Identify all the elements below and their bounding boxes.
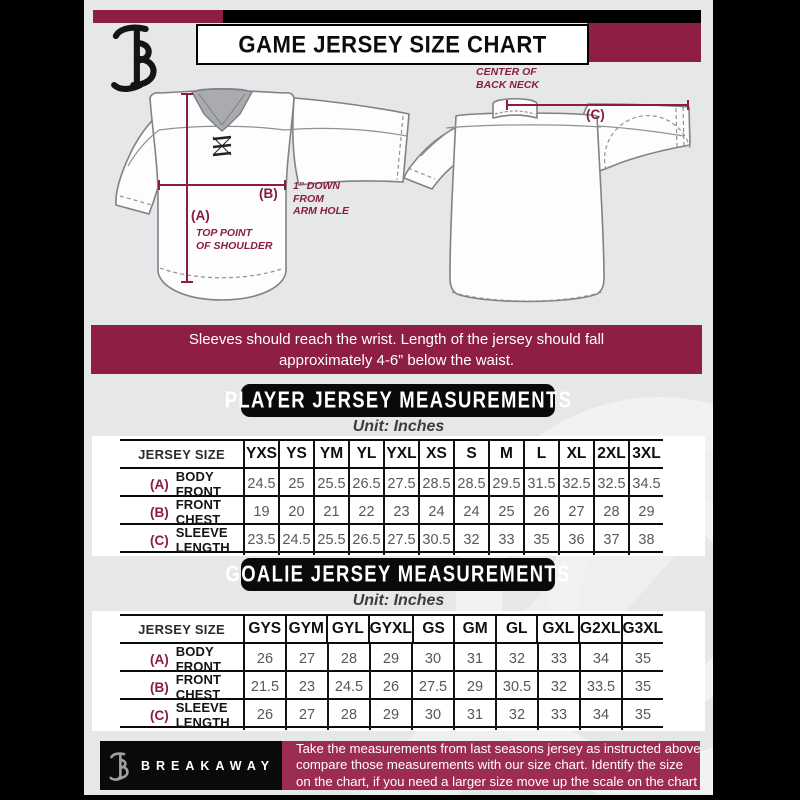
measurement-cell: 33: [537, 644, 579, 674]
goalie-section-banner: [225, 558, 571, 591]
size-header-cell: G3XL: [621, 616, 663, 642]
fit-notice-banner: [91, 325, 702, 374]
measurement-cell: 27: [285, 644, 327, 674]
measurement-cell: 25: [278, 469, 313, 499]
measurement-cell: 28: [327, 644, 369, 674]
player-row-front-chest: [120, 495, 663, 527]
measurement-cell: 21.5: [243, 672, 285, 702]
goalie-unit-label: Unit: Inches: [352, 592, 445, 609]
measurement-cell: 32: [537, 672, 579, 702]
page-title-box: [196, 24, 589, 65]
player-section-banner: [224, 384, 572, 417]
measurement-cell: 26: [243, 644, 285, 674]
footer-brand-box: [100, 741, 282, 790]
measurement-cell: 32: [495, 700, 537, 730]
header-accent-black: [223, 10, 701, 23]
measurement-cell: 32.5: [558, 469, 593, 499]
measurement-cell: 35: [621, 644, 663, 674]
measurement-cell: 28.5: [418, 469, 453, 499]
row-label: (C) SLEEVE LENGTH: [150, 525, 230, 555]
row-label: (A) BODY FRONT: [150, 469, 222, 499]
player-unit-label: Unit: Inches: [352, 418, 445, 435]
measurement-cell: 32: [453, 525, 488, 555]
size-header-cell: 2XL: [593, 441, 628, 467]
size-header-label: JERSEY SIZE: [138, 621, 225, 637]
player-row-sleeve-length: [120, 523, 663, 553]
measurement-cell: 28.5: [453, 469, 488, 499]
back-collar: [493, 99, 537, 118]
footer-line1: Take the measurements from last seasons jersey as instructed above: [296, 741, 701, 757]
footer-line2: compare those measurements with our size chart. Identify the size: [296, 757, 684, 773]
measurement-cell: 35: [523, 525, 558, 555]
measurement-cell: 26: [369, 672, 411, 702]
measurement-cell: 27.5: [383, 525, 418, 555]
measurement-cell: 28: [327, 700, 369, 730]
measurement-cell: 30.5: [418, 525, 453, 555]
size-header-cell: YXS: [243, 441, 278, 467]
measurement-cell: 25: [488, 497, 523, 527]
size-header-cell: GYM: [285, 616, 327, 642]
measurement-cell: 23: [383, 497, 418, 527]
measurement-cell: 35: [621, 700, 663, 730]
label-c-tag: (C): [586, 107, 605, 122]
size-header-cell: S: [453, 441, 488, 467]
measurement-cell: 34.5: [628, 469, 663, 499]
footer-brand-name: BREAKAWAY: [140, 758, 276, 773]
measurement-cell: 38: [628, 525, 663, 555]
measurement-cell: 24.5: [327, 672, 369, 702]
measurement-cell: 30.5: [495, 672, 537, 702]
goalie-section-title: GOALIE JERSEY MEASUREMENTS: [225, 561, 571, 587]
measurement-cell: 30: [411, 644, 453, 674]
measurement-cell: 25.5: [313, 525, 348, 555]
breakaway-footer-logo-icon: [107, 751, 133, 781]
measurement-cell: 21: [313, 497, 348, 527]
size-header-cell: L: [523, 441, 558, 467]
player-header-row: [120, 439, 663, 467]
fit-notice-line2: approximately 4-6” below the waist.: [278, 351, 515, 369]
measurement-cell: 32.5: [593, 469, 628, 499]
measurement-cell: 35: [621, 672, 663, 702]
size-header-cell: GYL: [326, 616, 368, 642]
size-header-cell: GXL: [536, 616, 578, 642]
row-label: (B) FRONT CHEST: [150, 497, 222, 527]
page-title: GAME JERSEY SIZE CHART: [238, 30, 547, 58]
measurement-cell: 27: [558, 497, 593, 527]
measurement-cell: 33: [488, 525, 523, 555]
player-row-body-front: [120, 467, 663, 499]
label-a-tag: (A): [191, 208, 210, 223]
size-header-cell: YS: [278, 441, 313, 467]
fit-notice-line1: Sleeves should reach the wrist. Length of the jersey should fall: [188, 330, 605, 348]
footer-line3: on the chart, if you need a larger size move up the scale on the chart: [296, 773, 697, 789]
measurement-cell: 28: [593, 497, 628, 527]
back-body: [450, 113, 604, 302]
measurement-cell: 34: [579, 644, 621, 674]
label-b-tag: (B): [259, 186, 278, 201]
goalie-row-sleeve-length: [120, 698, 663, 728]
measurement-cell: 32: [495, 644, 537, 674]
jersey-diagram: [84, 60, 713, 330]
measurement-cell: 26: [523, 497, 558, 527]
player-table: [120, 439, 663, 553]
measurement-cell: 26.5: [348, 469, 383, 499]
size-header-cell: M: [488, 441, 523, 467]
header-maroon-block: [587, 23, 701, 62]
measurement-cell: 24.5: [278, 525, 313, 555]
size-header-cell: YM: [313, 441, 348, 467]
size-header-cell: GYS: [243, 616, 285, 642]
measurement-cell: 31.5: [523, 469, 558, 499]
measurement-cell: 19: [243, 497, 278, 527]
measurement-cell: 29: [369, 644, 411, 674]
goalie-header-row: [120, 614, 663, 642]
measurement-cell: 26.5: [348, 525, 383, 555]
chart-page: [84, 0, 713, 795]
size-header-cell: 3XL: [628, 441, 663, 467]
goalie-table-panel: [92, 611, 705, 731]
breakaway-logo-icon: [100, 22, 172, 92]
size-header-cell: GM: [453, 616, 495, 642]
size-header-cell: GL: [495, 616, 537, 642]
row-label: (A) BODY FRONT: [150, 644, 222, 674]
measurement-cell: 34: [579, 700, 621, 730]
measurement-cell: 31: [453, 644, 495, 674]
measurement-cell: 27: [285, 700, 327, 730]
footer-instructions: [282, 741, 700, 790]
measurement-cell: 20: [278, 497, 313, 527]
measurement-cell: 30: [411, 700, 453, 730]
measurement-cell: 29.5: [488, 469, 523, 499]
goalie-table: [120, 614, 663, 728]
size-header-label: JERSEY SIZE: [138, 446, 225, 462]
measurement-cell: 29: [453, 672, 495, 702]
measurement-cell: 33: [537, 700, 579, 730]
measurement-cell: 29: [369, 700, 411, 730]
measurement-cell: 31: [453, 700, 495, 730]
measurement-cell: 24: [418, 497, 453, 527]
label-c-text: CENTER OF BACK NECK: [476, 66, 539, 91]
measurement-cell: 22: [348, 497, 383, 527]
row-label: (B) FRONT CHEST: [150, 672, 222, 702]
label-a-text: TOP POINT OF SHOULDER: [196, 227, 273, 252]
measurement-cell: 33.5: [579, 672, 621, 702]
front-right-sleeve: [293, 98, 409, 185]
size-header-cell: GS: [412, 616, 454, 642]
measurement-cell: 27.5: [383, 469, 418, 499]
player-table-panel: [92, 436, 705, 556]
measurement-cell: 37: [593, 525, 628, 555]
label-b-text: 1" DOWN FROM ARM HOLE: [293, 180, 349, 217]
measurement-cell: 36: [558, 525, 593, 555]
size-header-cell: XS: [418, 441, 453, 467]
goalie-row-front-chest: [120, 670, 663, 702]
size-header-cell: G2XL: [578, 616, 620, 642]
measurement-cell: 25.5: [313, 469, 348, 499]
measurement-cell: 24.5: [243, 469, 278, 499]
measurement-cell: 23: [285, 672, 327, 702]
measurement-cell: 27.5: [411, 672, 453, 702]
size-header-cell: YL: [348, 441, 383, 467]
header-accent-bar: [93, 10, 701, 23]
row-label: (C) SLEEVE LENGTH: [150, 700, 230, 730]
goalie-row-body-front: [120, 642, 663, 674]
size-header-cell: XL: [558, 441, 593, 467]
measurement-cell: 26: [243, 700, 285, 730]
size-header-cell: GYXL: [368, 616, 412, 642]
player-section-title: PLAYER JERSEY MEASUREMENTS: [224, 387, 572, 413]
measurement-cell: 23.5: [243, 525, 278, 555]
measurement-cell: 29: [628, 497, 663, 527]
measurement-cell: 24: [453, 497, 488, 527]
size-header-cell: YXL: [383, 441, 418, 467]
